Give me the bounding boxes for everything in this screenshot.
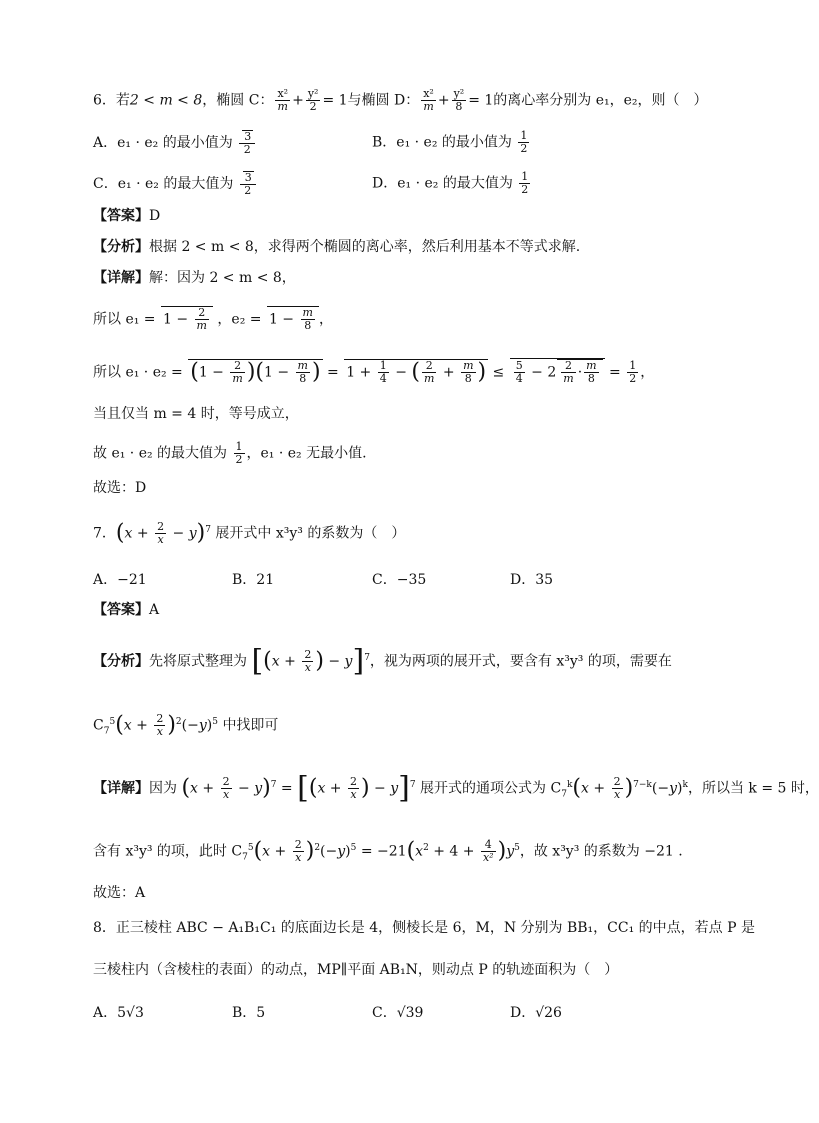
q6-option-d-value: $\frac{1}{2}$ bbox=[521, 170, 529, 196]
q8-number: 8． bbox=[93, 920, 116, 936]
q6-option-a[interactable] bbox=[93, 130, 257, 156]
q6-tail: 的离心率分别为 e₁，e₂，则（ ） bbox=[493, 92, 708, 109]
detail-4-text: 当且仅当 m = 4 时，等号成立， bbox=[93, 406, 299, 422]
analysis-tag: 【分析】 bbox=[93, 239, 149, 255]
analysis-text: 根据 2 < m < 8，求得两个椭圆的离心率，然后利用基本不等式求解. bbox=[149, 239, 581, 255]
q6-option-d-letter: D． bbox=[372, 175, 398, 192]
q7-stem: 7．(x + $\frac{2}{x}$ − y)$^7$ 展开式中 x³y³ 的系数为（ ） bbox=[93, 520, 406, 547]
detail-1c: ，所以当 k = 5 时， bbox=[687, 780, 819, 797]
q8-line-1 bbox=[93, 918, 755, 938]
q6-analysis bbox=[93, 237, 580, 257]
q6-option-b-text: e₁ · e₂ 的最小值为 bbox=[396, 134, 512, 151]
q6-detail-2: 所以 e₁ = 1 − $\frac{2}{m}$ ，e₂ = 1 − $\frac{m}{8}$ ， bbox=[93, 306, 333, 332]
detail-tag: 【详解】 bbox=[93, 780, 149, 797]
detail-1b: 展开式的通项公式为 bbox=[420, 780, 547, 797]
q6-range: 2 < m < 8 bbox=[129, 92, 203, 109]
q6-detail-5 bbox=[93, 441, 367, 466]
q8-option-c[interactable]: C．√39 bbox=[372, 1005, 424, 1021]
q7-option-a[interactable]: A．−21 bbox=[93, 572, 147, 588]
q6-detail-4 bbox=[93, 404, 299, 424]
sqrt-bound: $\frac{5}{4}$ − 2 $\frac{2}{m}$ · $\frac{m}{8}$ bbox=[510, 358, 605, 385]
q6-option-c-value: $\frac{3}{2}$ bbox=[240, 171, 256, 197]
q8-option-b[interactable]: B．5 bbox=[232, 1005, 266, 1021]
q7-option-b[interactable]: B．21 bbox=[232, 572, 275, 588]
q6-option-d[interactable] bbox=[372, 171, 532, 196]
detail-2-mid: ，e₂ = bbox=[217, 311, 262, 328]
detail-2b: ，故 x³y³ 的系数为 −21 . bbox=[519, 843, 683, 860]
q7-number: 7． bbox=[93, 525, 116, 542]
q7-detail-1: 【详解】因为 (x + $\frac{2}{x}$ − y)$^7$ = [(x + $\frac{2}{x}$ ) − y]$^7$ 展开式的通项公式为 $C_7^k(x$ + $\frac{2}{x}$ )$^{7-k}(-y)^k$，所以当 k = 5 时， bbox=[93, 770, 819, 806]
q6-stem: 6．若2 < m < 8，椭圆 C： $\frac{\text{x²}}{m}$ + $\frac{\text{y²}}{2}$ = 1与椭圆 D： $\frac{\text{x²}}{m}$ + $\frac{\text{y²}}{8}$ = 1的离心率分别为 e₁，e₂，则（ ） bbox=[93, 87, 708, 113]
sqrt-e1: 1 − $\frac{2}{m}$ bbox=[161, 306, 213, 332]
q8-line-2 bbox=[93, 960, 618, 980]
sqrt-e2: 1 − $\frac{m}{8}$ bbox=[267, 306, 319, 332]
q8-text-2: 三棱柱内（含棱柱的表面）的动点，MP∥平面 AB₁N，则动点 P 的轨迹面积为（ ） bbox=[93, 962, 619, 978]
choose-text: 故选：D bbox=[93, 480, 147, 496]
q6-option-c-letter: C． bbox=[93, 176, 118, 192]
detail-text: 解：因为 2 < m < 8， bbox=[149, 270, 296, 286]
frac-x2-m: $\frac{\text{x²}}{m}$ bbox=[277, 87, 289, 113]
frac-y2-8: $\frac{\text{y²}}{8}$ bbox=[453, 87, 465, 113]
answer-value: A bbox=[149, 602, 160, 618]
q7-analysis-cont: $C_7^5(x$ + $\frac{2}{x}$ )$^2(-y)^5$ 中找即可 bbox=[93, 712, 279, 739]
q7-analysis: 【分析】先将原式整理为 [(x + $\frac{2}{x}$ ) − y]$^7$，视为两项的展开式，要含有 x³y³ 的项，需要在 bbox=[93, 643, 672, 679]
q6-option-d-text: e₁ · e₂ 的最大值为 bbox=[397, 175, 513, 192]
choose-text: 故选：A bbox=[93, 885, 146, 901]
frac-y2-2: $\frac{\text{y²}}{2}$ bbox=[307, 87, 319, 113]
q6-option-c[interactable] bbox=[93, 171, 258, 197]
answer-tag: 【答案】 bbox=[93, 602, 149, 618]
sqrt-expanded: 1 + $\frac{1}{4}$ − ( $\frac{2}{m}$ + $\frac{m}{8}$ ) bbox=[346, 359, 487, 385]
answer-value: D bbox=[149, 208, 161, 224]
q8-option-d[interactable]: D．√26 bbox=[510, 1005, 562, 1021]
q7-tail: 展开式中 x³y³ 的系数为（ ） bbox=[215, 525, 406, 542]
detail-2a: 含有 x³y³ 的项，此时 bbox=[93, 843, 227, 860]
q7-answer bbox=[93, 600, 159, 620]
frac-half: $\frac{1}{2}$ bbox=[629, 359, 637, 385]
q6-number: 6． bbox=[93, 92, 116, 109]
q6-option-a-text: e₁ · e₂ 的最小值为 bbox=[117, 135, 233, 151]
q7-choose bbox=[93, 883, 145, 903]
q6-option-a-value: $\frac{3}{2}$ bbox=[239, 130, 255, 156]
q6-option-b[interactable] bbox=[372, 130, 531, 155]
q6-option-b-letter: B． bbox=[372, 134, 397, 151]
detail-5-pre: 故 e₁ · e₂ 的最大值为 bbox=[93, 445, 228, 462]
detail-3-pre: 所以 e₁ · e₂ = bbox=[93, 364, 183, 381]
q7-option-d[interactable]: D．35 bbox=[510, 572, 554, 588]
q6-eq-d-rhs: = 1 bbox=[468, 92, 494, 109]
q7-option-c[interactable]: C．−35 bbox=[372, 572, 427, 588]
q6-detail-1 bbox=[93, 268, 296, 288]
detail-2-pre: 所以 e₁ = bbox=[93, 311, 156, 328]
detail-1a: 因为 bbox=[149, 780, 177, 797]
q6-option-b-value: $\frac{1}{2}$ bbox=[520, 129, 528, 155]
analysis-2: ，视为两项的展开式，要含有 x³y³ 的项，需要在 bbox=[369, 653, 672, 670]
analysis-tag: 【分析】 bbox=[93, 653, 149, 670]
q6-option-c-text: e₁ · e₂ 的最大值为 bbox=[117, 176, 234, 192]
q6-ellipse-c-label: ，椭圆 C： bbox=[202, 92, 274, 109]
frac-half-max: $\frac{1}{2}$ bbox=[235, 440, 243, 466]
analysis-3: 中找即可 bbox=[222, 717, 279, 734]
q6-option-a-letter: A． bbox=[93, 135, 118, 151]
q8-option-a[interactable]: A．5√3 bbox=[93, 1005, 144, 1021]
frac-x2-m-d: $\frac{\text{x²}}{m}$ bbox=[423, 87, 434, 113]
q8-text-1: 正三棱柱 ABC − A₁B₁C₁ 的底面边长是 4，侧棱长是 6，M，N 分别为 BB₁，CC₁ 的中点，若点 P 是 bbox=[115, 920, 755, 936]
q6-mid: 与椭圆 D： bbox=[347, 92, 420, 109]
q6-detail-3: 所以 e₁ · e₂ = (1 − $\frac{2}{m}$ )(1 − $\frac{m}{8}$ ) = 1 + $\frac{1}{4}$ − ( $\frac{2}{m}$ + $\frac{m}{8}$ ) ≤ $\frac{5}{4}$ − 2 $\frac{2}{m}$ · $\frac{m}{8}$ = $\frac{1}{2}$ ， bbox=[93, 359, 655, 385]
q6-choose bbox=[93, 478, 146, 498]
sqrt-product: (1 − $\frac{2}{m}$ )(1 − $\frac{m}{8}$ ) bbox=[190, 359, 321, 385]
q6-pre: 若 bbox=[115, 92, 130, 109]
detail-5-post: ，e₁ · e₂ 无最小值. bbox=[246, 445, 367, 462]
q6-eq-c-rhs: = 1 bbox=[322, 92, 348, 109]
q6-answer bbox=[93, 206, 160, 226]
analysis-1: 先将原式整理为 bbox=[149, 653, 247, 670]
detail-tag: 【详解】 bbox=[93, 270, 149, 286]
q7-detail-2: 含有 x³y³ 的项，此时 $C_7^5(x$ + $\frac{2}{x}$ )$^2(-y)^5 = -21(x^2 + 4$ + $\frac{4}{\text{x²}}$ )$y^5$，故 x³y³ 的系数为 −21 . bbox=[93, 838, 683, 865]
answer-tag: 【答案】 bbox=[93, 208, 149, 224]
